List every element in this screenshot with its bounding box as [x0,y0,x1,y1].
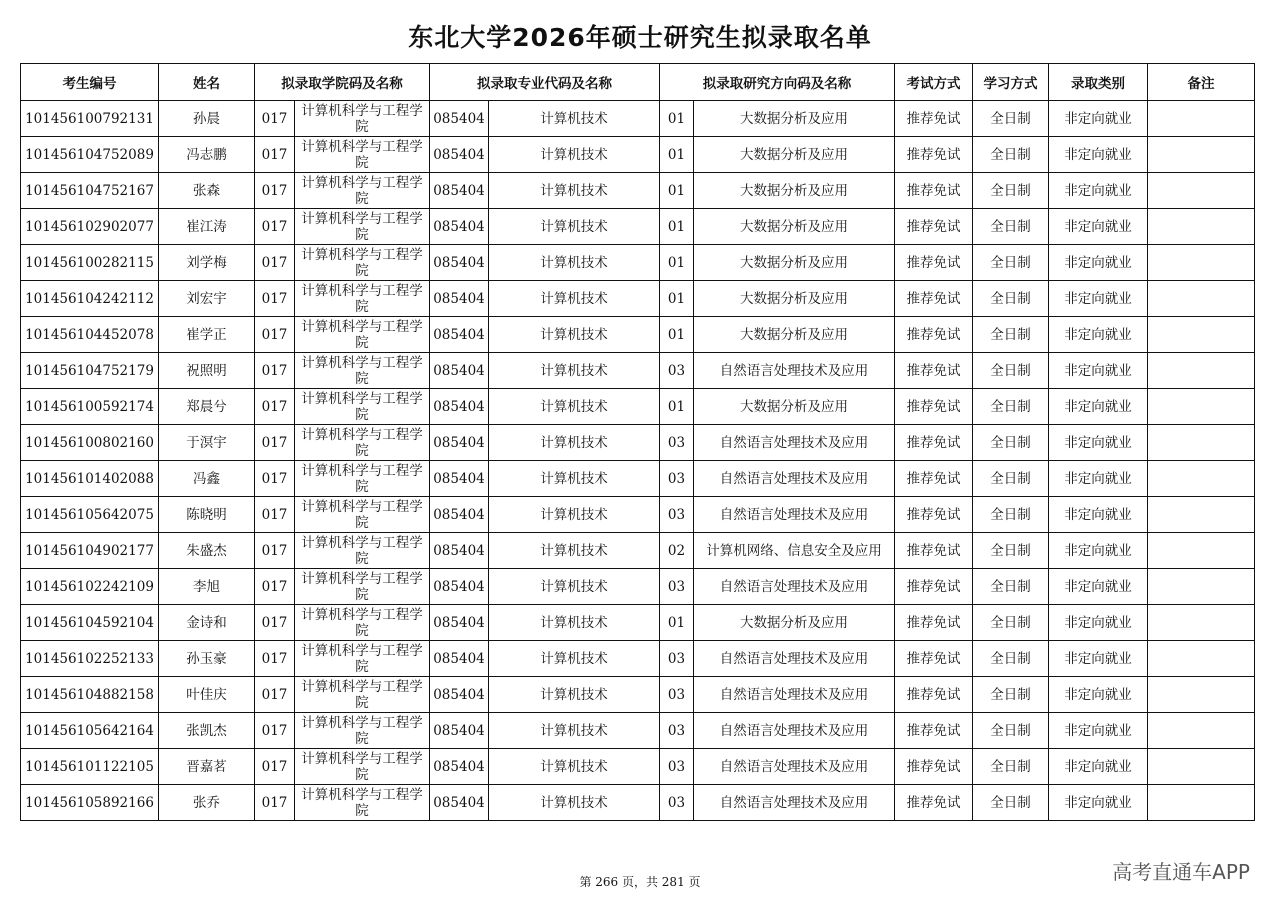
cell-school-code: 017 [255,605,295,641]
cell-exam: 推荐免试 [895,425,973,461]
cell-major-name: 计算机技术 [489,173,660,209]
table-row [21,353,1255,389]
cell-direction-name: 自然语言处理技术及应用 [694,461,895,497]
cell-direction-name: 自然语言处理技术及应用 [694,569,895,605]
cell-major-name: 计算机技术 [489,389,660,425]
cell-id: 101456102902077 [21,209,159,245]
table-row [21,425,1255,461]
cell-study: 全日制 [973,677,1049,713]
table-row [21,317,1255,353]
cell-study: 全日制 [973,245,1049,281]
cell-study: 全日制 [973,605,1049,641]
cell-id: 101456101402088 [21,461,159,497]
cell-category: 非定向就业 [1049,137,1148,173]
cell-direction-code: 01 [660,137,694,173]
cell-direction-code: 02 [660,533,694,569]
cell-exam: 推荐免试 [895,209,973,245]
cell-direction-name: 大数据分析及应用 [694,281,895,317]
cell-major-name: 计算机技术 [489,461,660,497]
cell-study: 全日制 [973,353,1049,389]
cell-major-name: 计算机技术 [489,209,660,245]
cell-category: 非定向就业 [1049,677,1148,713]
cell-name: 刘宏宇 [159,281,255,317]
cell-school-code: 017 [255,677,295,713]
cell-direction-code: 03 [660,749,694,785]
cell-category: 非定向就业 [1049,317,1148,353]
cell-school-code: 017 [255,209,295,245]
cell-major-name: 计算机技术 [489,353,660,389]
table-row [21,209,1255,245]
cell-major-name: 计算机技术 [489,677,660,713]
cell-study: 全日制 [973,317,1049,353]
cell-direction-code: 01 [660,317,694,353]
cell-exam: 推荐免试 [895,317,973,353]
cell-direction-code: 03 [660,497,694,533]
table-row [21,281,1255,317]
cell-exam: 推荐免试 [895,641,973,677]
cell-study: 全日制 [973,497,1049,533]
cell-category: 非定向就业 [1049,245,1148,281]
cell-school-code: 017 [255,353,295,389]
cell-remark [1148,533,1255,569]
cell-major-code: 085404 [430,317,489,353]
cell-school-name: 计算机科学与工程学院 [295,641,430,677]
cell-major-code: 085404 [430,281,489,317]
cell-school-name: 计算机科学与工程学院 [295,533,430,569]
cell-study: 全日制 [973,173,1049,209]
cell-remark [1148,173,1255,209]
cell-major-code: 085404 [430,461,489,497]
cell-school-code: 017 [255,641,295,677]
cell-school-code: 017 [255,785,295,821]
table-row [21,101,1255,137]
cell-remark [1148,785,1255,821]
cell-major-code: 085404 [430,533,489,569]
cell-exam: 推荐免试 [895,353,973,389]
cell-major-code: 085404 [430,713,489,749]
cell-category: 非定向就业 [1049,389,1148,425]
page-number: 第 266 页，共 281 页 [579,875,701,889]
cell-school-code: 017 [255,461,295,497]
cell-study: 全日制 [973,101,1049,137]
cell-school-name: 计算机科学与工程学院 [295,209,430,245]
cell-direction-name: 大数据分析及应用 [694,137,895,173]
cell-id: 101456102252133 [21,641,159,677]
cell-direction-name: 大数据分析及应用 [694,317,895,353]
cell-school-name: 计算机科学与工程学院 [295,173,430,209]
cell-category: 非定向就业 [1049,461,1148,497]
cell-exam: 推荐免试 [895,101,973,137]
cell-direction-code: 03 [660,461,694,497]
cell-direction-name: 自然语言处理技术及应用 [694,677,895,713]
cell-major-code: 085404 [430,353,489,389]
cell-remark [1148,461,1255,497]
cell-major-name: 计算机技术 [489,749,660,785]
cell-name: 孙晨 [159,101,255,137]
cell-major-name: 计算机技术 [489,425,660,461]
cell-school-code: 017 [255,101,295,137]
cell-remark [1148,677,1255,713]
cell-category: 非定向就业 [1049,569,1148,605]
cell-direction-code: 03 [660,713,694,749]
cell-remark [1148,749,1255,785]
cell-school-name: 计算机科学与工程学院 [295,461,430,497]
cell-major-code: 085404 [430,173,489,209]
cell-direction-name: 自然语言处理技术及应用 [694,353,895,389]
cell-id: 101456104752167 [21,173,159,209]
header-direction: 拟录取研究方向码及名称 [660,64,895,101]
cell-school-code: 017 [255,425,295,461]
cell-study: 全日制 [973,713,1049,749]
cell-id: 101456105642075 [21,497,159,533]
page-title: 东北大学2026年硕士研究生拟录取名单 [408,23,872,52]
table-row [21,389,1255,425]
table-row [21,785,1255,821]
table-row [21,677,1255,713]
cell-direction-name: 自然语言处理技术及应用 [694,713,895,749]
cell-major-code: 085404 [430,245,489,281]
cell-name: 刘学梅 [159,245,255,281]
header-exam: 考试方式 [895,64,973,101]
cell-direction-code: 03 [660,425,694,461]
cell-major-code: 085404 [430,785,489,821]
header-remark: 备注 [1148,64,1255,101]
cell-direction-code: 01 [660,209,694,245]
cell-school-code: 017 [255,713,295,749]
cell-school-name: 计算机科学与工程学院 [295,425,430,461]
header-category: 录取类别 [1049,64,1148,101]
cell-direction-code: 03 [660,641,694,677]
cell-school-name: 计算机科学与工程学院 [295,353,430,389]
cell-remark [1148,641,1255,677]
cell-id: 101456101122105 [21,749,159,785]
header-name: 姓名 [159,64,255,101]
cell-school-name: 计算机科学与工程学院 [295,317,430,353]
cell-school-name: 计算机科学与工程学院 [295,569,430,605]
cell-major-name: 计算机技术 [489,497,660,533]
header-study: 学习方式 [973,64,1049,101]
cell-remark [1148,569,1255,605]
cell-major-name: 计算机技术 [489,281,660,317]
cell-remark [1148,497,1255,533]
cell-direction-name: 大数据分析及应用 [694,245,895,281]
cell-name: 冯鑫 [159,461,255,497]
cell-major-code: 085404 [430,569,489,605]
cell-remark [1148,101,1255,137]
cell-major-name: 计算机技术 [489,137,660,173]
cell-major-code: 085404 [430,497,489,533]
table-row [21,713,1255,749]
cell-school-code: 017 [255,173,295,209]
cell-school-name: 计算机科学与工程学院 [295,137,430,173]
cell-study: 全日制 [973,785,1049,821]
cell-major-code: 085404 [430,101,489,137]
cell-school-name: 计算机科学与工程学院 [295,101,430,137]
cell-remark [1148,317,1255,353]
cell-id: 101456104902177 [21,533,159,569]
cell-study: 全日制 [973,281,1049,317]
cell-id: 101456102242109 [21,569,159,605]
cell-major-code: 085404 [430,749,489,785]
cell-name: 金诗和 [159,605,255,641]
cell-major-code: 085404 [430,605,489,641]
cell-name: 李旭 [159,569,255,605]
cell-school-code: 017 [255,497,295,533]
cell-exam: 推荐免试 [895,245,973,281]
cell-major-code: 085404 [430,425,489,461]
cell-school-code: 017 [255,245,295,281]
cell-exam: 推荐免试 [895,461,973,497]
cell-remark [1148,713,1255,749]
cell-study: 全日制 [973,209,1049,245]
cell-study: 全日制 [973,569,1049,605]
cell-direction-code: 03 [660,677,694,713]
cell-category: 非定向就业 [1049,785,1148,821]
cell-study: 全日制 [973,425,1049,461]
cell-study: 全日制 [973,137,1049,173]
cell-school-name: 计算机科学与工程学院 [295,497,430,533]
cell-study: 全日制 [973,461,1049,497]
cell-exam: 推荐免试 [895,677,973,713]
cell-id: 101456104242112 [21,281,159,317]
cell-name: 崔学正 [159,317,255,353]
header-major: 拟录取专业代码及名称 [430,64,660,101]
cell-direction-code: 03 [660,785,694,821]
cell-name: 孙玉豪 [159,641,255,677]
cell-remark [1148,281,1255,317]
cell-major-name: 计算机技术 [489,713,660,749]
cell-direction-name: 大数据分析及应用 [694,209,895,245]
watermark: 高考直通车APP [1112,860,1250,884]
cell-category: 非定向就业 [1049,533,1148,569]
cell-direction-name: 自然语言处理技术及应用 [694,785,895,821]
cell-school-code: 017 [255,569,295,605]
cell-direction-name: 大数据分析及应用 [694,101,895,137]
cell-name: 张乔 [159,785,255,821]
cell-exam: 推荐免试 [895,749,973,785]
cell-name: 于溟宇 [159,425,255,461]
cell-name: 叶佳庆 [159,677,255,713]
cell-id: 101456104882158 [21,677,159,713]
cell-school-name: 计算机科学与工程学院 [295,677,430,713]
cell-direction-name: 大数据分析及应用 [694,605,895,641]
cell-major-name: 计算机技术 [489,245,660,281]
cell-school-name: 计算机科学与工程学院 [295,281,430,317]
cell-name: 晋嘉茗 [159,749,255,785]
cell-direction-code: 03 [660,353,694,389]
table-row [21,749,1255,785]
cell-school-code: 017 [255,749,295,785]
cell-direction-name: 自然语言处理技术及应用 [694,641,895,677]
cell-id: 101456104452078 [21,317,159,353]
cell-id: 101456100592174 [21,389,159,425]
cell-id: 101456100802160 [21,425,159,461]
cell-category: 非定向就业 [1049,281,1148,317]
cell-school-code: 017 [255,317,295,353]
cell-major-name: 计算机技术 [489,569,660,605]
cell-remark [1148,245,1255,281]
cell-study: 全日制 [973,533,1049,569]
cell-id: 101456100282115 [21,245,159,281]
cell-direction-code: 01 [660,389,694,425]
cell-category: 非定向就业 [1049,713,1148,749]
cell-remark [1148,353,1255,389]
cell-id: 101456104752179 [21,353,159,389]
cell-direction-code: 03 [660,569,694,605]
cell-direction-name: 大数据分析及应用 [694,173,895,209]
cell-name: 崔江涛 [159,209,255,245]
cell-direction-name: 自然语言处理技术及应用 [694,749,895,785]
cell-category: 非定向就业 [1049,641,1148,677]
cell-exam: 推荐免试 [895,569,973,605]
cell-id: 101456104752089 [21,137,159,173]
table-row [21,245,1255,281]
cell-category: 非定向就业 [1049,173,1148,209]
table-row [21,605,1255,641]
cell-exam: 推荐免试 [895,713,973,749]
table-row [21,533,1255,569]
cell-direction-code: 01 [660,245,694,281]
header-id: 考生编号 [21,64,159,101]
cell-major-name: 计算机技术 [489,785,660,821]
cell-remark [1148,209,1255,245]
cell-exam: 推荐免试 [895,173,973,209]
table-body [21,101,1255,821]
cell-id: 101456105642164 [21,713,159,749]
cell-study: 全日制 [973,389,1049,425]
cell-exam: 推荐免试 [895,137,973,173]
cell-direction-name: 计算机网络、信息安全及应用 [694,533,895,569]
cell-major-name: 计算机技术 [489,605,660,641]
table-header-row [21,64,1255,101]
cell-major-name: 计算机技术 [489,317,660,353]
cell-school-name: 计算机科学与工程学院 [295,605,430,641]
cell-remark [1148,605,1255,641]
cell-category: 非定向就业 [1049,101,1148,137]
cell-study: 全日制 [973,749,1049,785]
cell-school-code: 017 [255,137,295,173]
cell-category: 非定向就业 [1049,209,1148,245]
table-row [21,461,1255,497]
cell-major-name: 计算机技术 [489,101,660,137]
cell-category: 非定向就业 [1049,749,1148,785]
cell-id: 101456104592104 [21,605,159,641]
cell-exam: 推荐免试 [895,389,973,425]
cell-category: 非定向就业 [1049,497,1148,533]
cell-exam: 推荐免试 [895,533,973,569]
cell-major-code: 085404 [430,209,489,245]
cell-remark [1148,425,1255,461]
table-row [21,497,1255,533]
cell-direction-code: 01 [660,173,694,209]
cell-school-code: 017 [255,533,295,569]
cell-id: 101456105892166 [21,785,159,821]
cell-name: 陈晓明 [159,497,255,533]
cell-major-code: 085404 [430,389,489,425]
cell-school-name: 计算机科学与工程学院 [295,749,430,785]
cell-school-name: 计算机科学与工程学院 [295,389,430,425]
cell-school-name: 计算机科学与工程学院 [295,245,430,281]
cell-direction-code: 01 [660,101,694,137]
cell-name: 郑晨兮 [159,389,255,425]
cell-major-code: 085404 [430,677,489,713]
cell-major-code: 085404 [430,641,489,677]
cell-direction-name: 大数据分析及应用 [694,389,895,425]
table-row [21,641,1255,677]
cell-major-name: 计算机技术 [489,641,660,677]
table-row [21,173,1255,209]
cell-major-name: 计算机技术 [489,533,660,569]
cell-remark [1148,137,1255,173]
table-row [21,137,1255,173]
cell-name: 张森 [159,173,255,209]
cell-major-code: 085404 [430,137,489,173]
cell-category: 非定向就业 [1049,353,1148,389]
cell-category: 非定向就业 [1049,605,1148,641]
cell-name: 冯志鹏 [159,137,255,173]
cell-direction-code: 01 [660,281,694,317]
cell-study: 全日制 [973,641,1049,677]
admission-table [20,63,1255,821]
cell-direction-name: 自然语言处理技术及应用 [694,425,895,461]
cell-school-name: 计算机科学与工程学院 [295,713,430,749]
cell-direction-code: 01 [660,605,694,641]
cell-exam: 推荐免试 [895,605,973,641]
cell-name: 祝照明 [159,353,255,389]
cell-id: 101456100792131 [21,101,159,137]
cell-exam: 推荐免试 [895,785,973,821]
cell-name: 朱盛杰 [159,533,255,569]
table-row [21,569,1255,605]
cell-school-code: 017 [255,281,295,317]
cell-name: 张凯杰 [159,713,255,749]
cell-school-name: 计算机科学与工程学院 [295,785,430,821]
cell-school-code: 017 [255,389,295,425]
cell-direction-name: 自然语言处理技术及应用 [694,497,895,533]
cell-exam: 推荐免试 [895,497,973,533]
cell-exam: 推荐免试 [895,281,973,317]
header-school: 拟录取学院码及名称 [255,64,430,101]
cell-remark [1148,389,1255,425]
cell-category: 非定向就业 [1049,425,1148,461]
